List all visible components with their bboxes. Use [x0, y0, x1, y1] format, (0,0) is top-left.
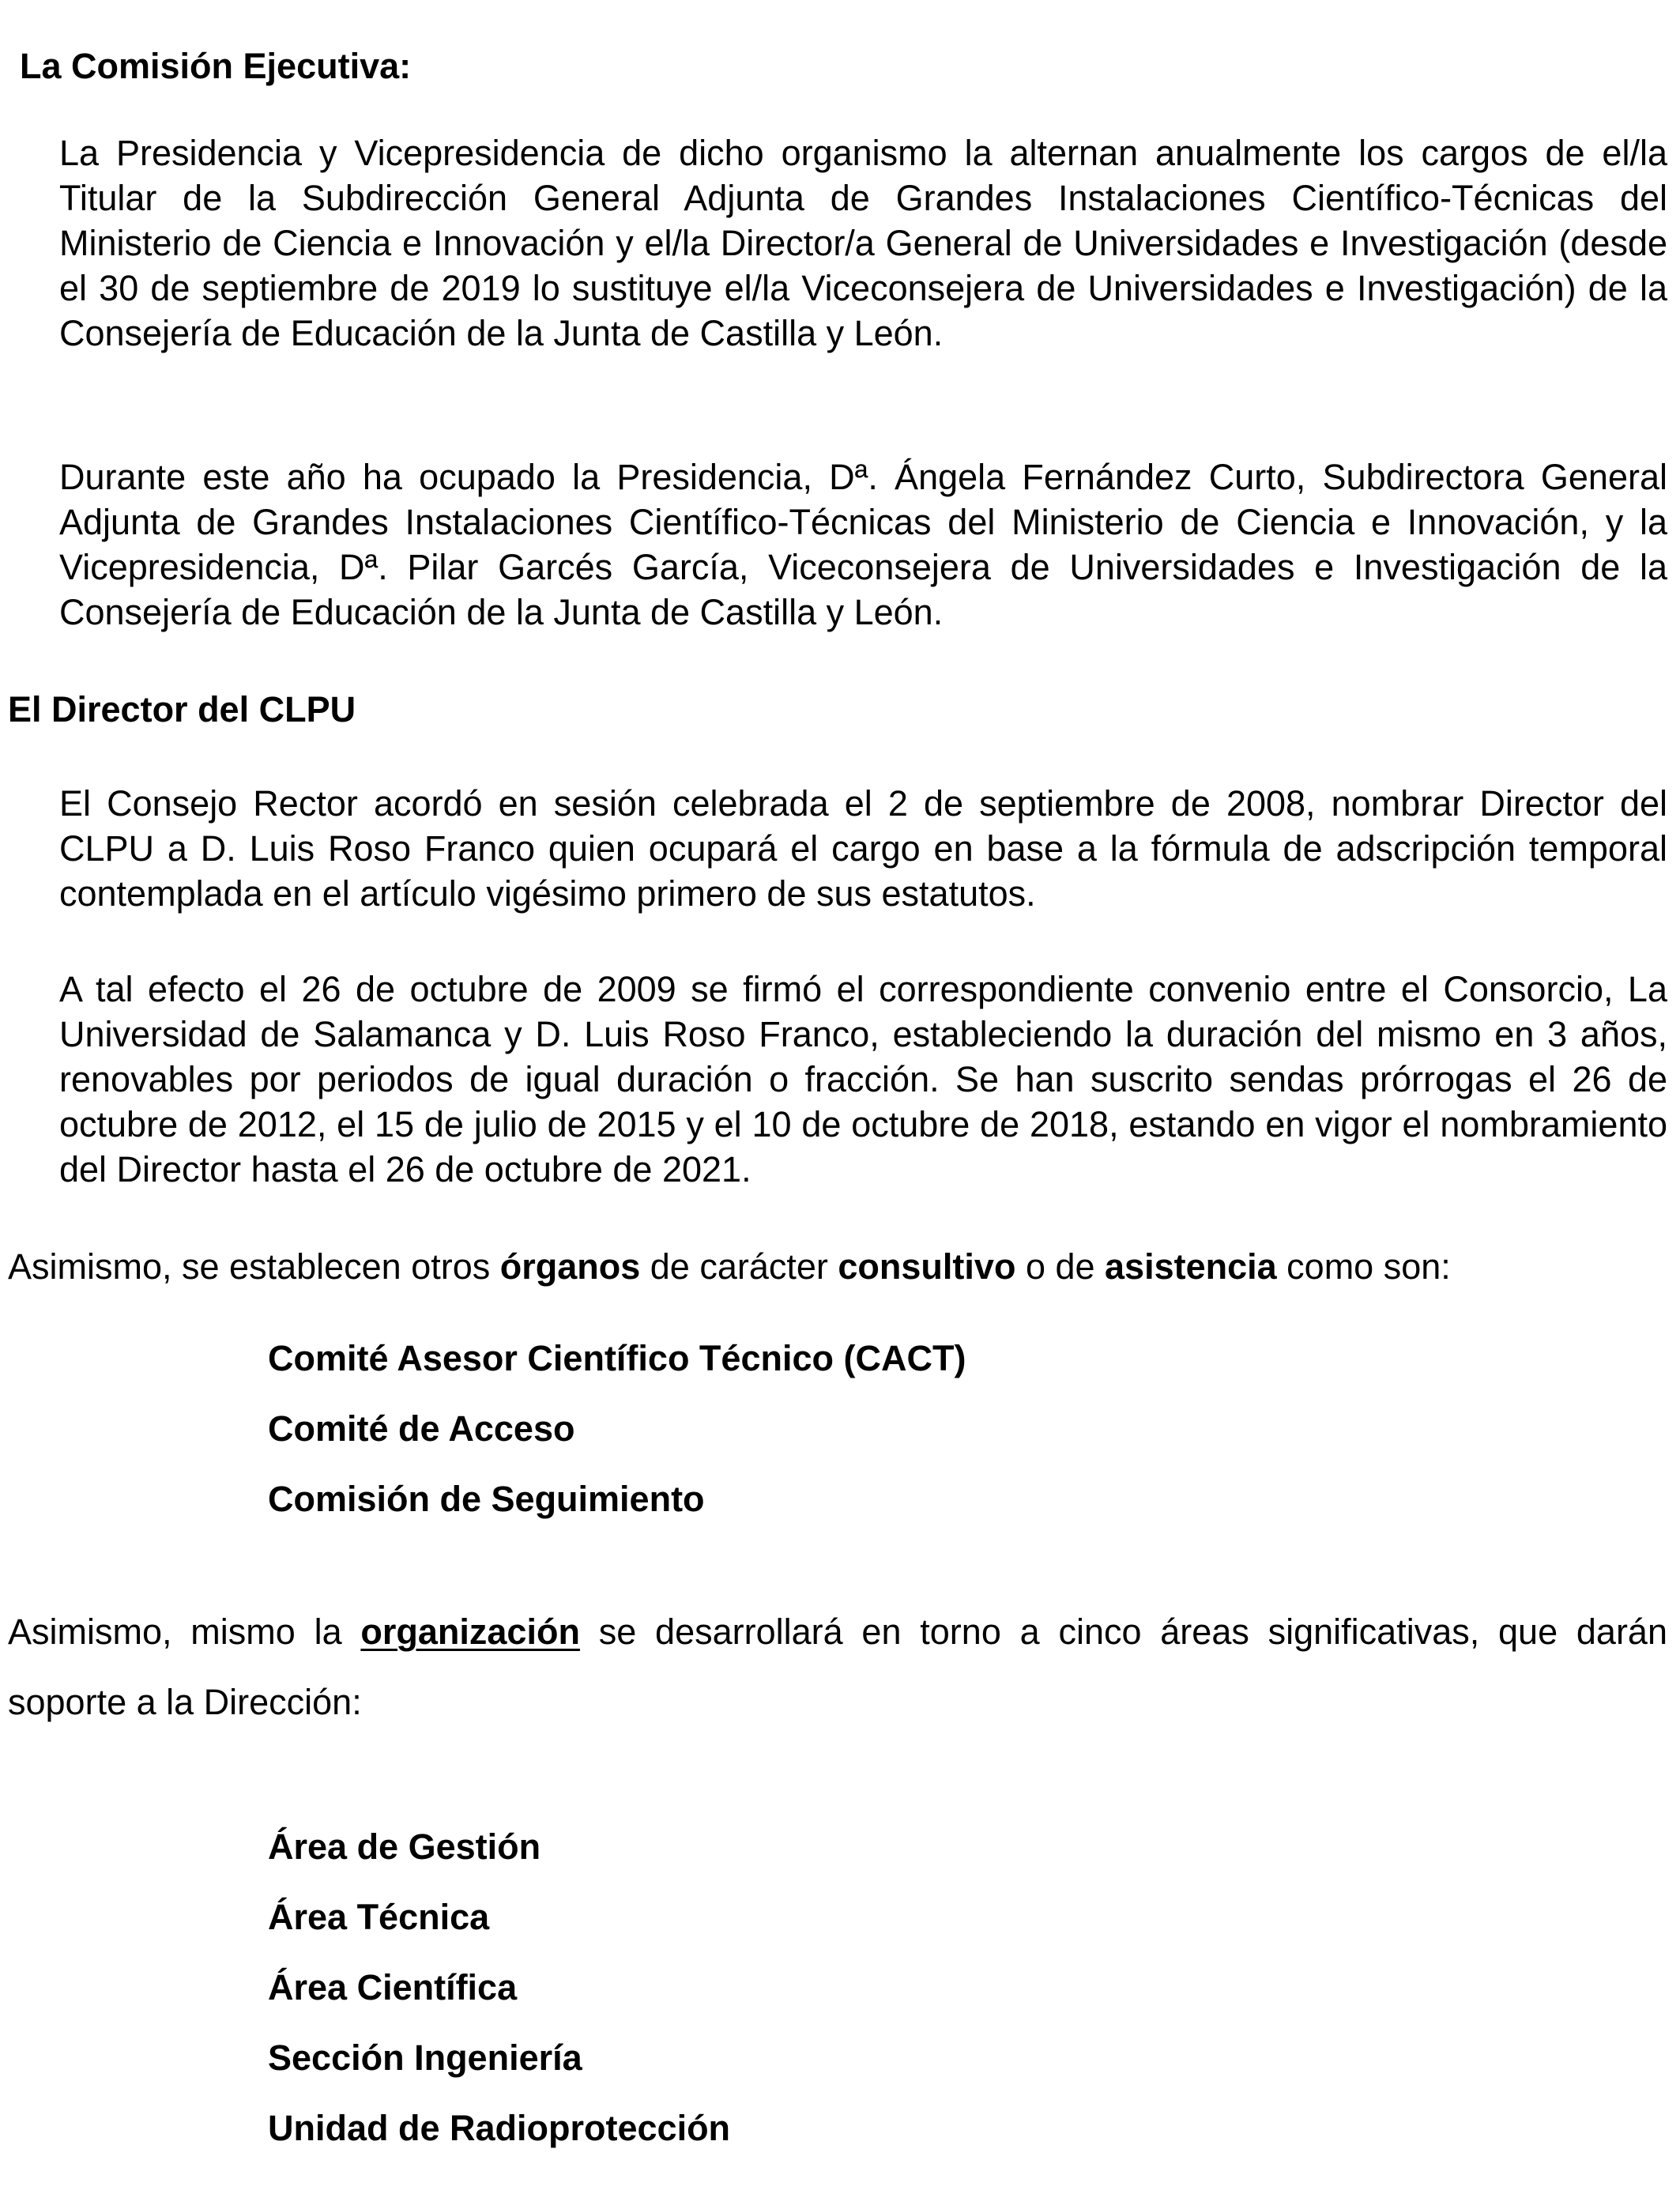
organos-bold-consultivo: consultivo — [838, 1246, 1016, 1287]
organos-bold-organos: órganos — [499, 1246, 641, 1287]
heading-director-clpu: El Director del CLPU — [8, 689, 356, 729]
list-item: Unidad de Radioprotección — [268, 2108, 731, 2148]
heading-comision-ejecutiva: La Comisión Ejecutiva: — [20, 46, 412, 86]
list-item: Comité de Acceso — [268, 1408, 575, 1449]
organizacion-text-1: Asimismo, mismo la — [8, 1612, 361, 1652]
paragraph-organizacion-intro — [8, 1596, 1667, 1737]
list-item: Área de Gestión — [268, 1826, 541, 1867]
organos-text-4: como son: — [1276, 1246, 1451, 1287]
organos-text-3: o de — [1015, 1246, 1106, 1287]
paragraph-comision-presidencia: La Presidencia y Vicepresidencia de dicho organismo la alternan anualmente los cargos de el/la Titular de la Subdirección General Adjunta de Grandes Instalaciones Científico-Técnicas del Ministerio de Ciencia e Innovación y el/la Director/a General de Universidades e Investigación (desde el 30 de septiembre de 2019 lo sustituye el/la Viceconsejera de Universidades e Investigación) de la Consejería de Educación de la Junta de Castilla y León. — [59, 133, 1667, 353]
areas-list — [268, 1824, 730, 2176]
organos-text-2: de carácter — [640, 1246, 838, 1287]
paragraph-director-convenio: A tal efecto el 26 de octubre de 2009 se firmó el correspondiente convenio entre el Consorcio, La Universidad de Salamanca y D. Luis Roso Franco, estableciendo la duración del mismo en 3 años, renovables por periodos de igual duración o fracción. Se han suscrito sendas prórrogas el 26 de octubre de 2012, el 15 de julio de 2015 y el 10 de octubre de 2018, estando en vigor el nombramiento del Director hasta el 26 de octubre de 2021. — [59, 969, 1667, 1189]
organos-bold-asistencia: asistencia — [1105, 1246, 1277, 1287]
organos-text-1: Asimismo, se establecen otros — [8, 1246, 500, 1287]
list-item: Comité Asesor Científico Técnico (CACT) — [268, 1338, 966, 1378]
list-item: Sección Ingeniería — [268, 2038, 582, 2078]
paragraph-director-nombramiento: El Consejo Rector acordó en sesión celebrada el 2 de septiembre de 2008, nombrar Director del CLPU a D. Luis Roso Franco quien ocupará el cargo en base a la fórmula de adscripción temporal contemplada en el artículo vigésimo primero de sus estatutos. — [59, 783, 1667, 914]
list-item: Área Técnica — [268, 1897, 490, 1937]
paragraph-organos-intro — [8, 1244, 1667, 1289]
list-item: Comisión de Seguimiento — [268, 1479, 705, 1519]
list-item: Área Científica — [268, 1967, 518, 2007]
paragraph-comision-ocupantes: Durante este año ha ocupado la Presidencia, Dª. Ángela Fernández Curto, Subdirectora General Adjunta de Grandes Instalaciones Científico-Técnicas del Ministerio de Ciencia e Innovación, y la Vicepresidencia, Dª. Pilar Garcés García, Viceconsejera de Universidades e Investigación de la Consejería de Educación de la Junta de Castilla y León. — [59, 457, 1667, 632]
organizacion-text-2: se desarrollará en torno a cinco áreas significativas, que darán soporte a la Dirección: — [8, 1612, 1667, 1722]
organizacion-bold-underlined: organización — [360, 1612, 580, 1652]
organos-list — [268, 1336, 966, 1547]
